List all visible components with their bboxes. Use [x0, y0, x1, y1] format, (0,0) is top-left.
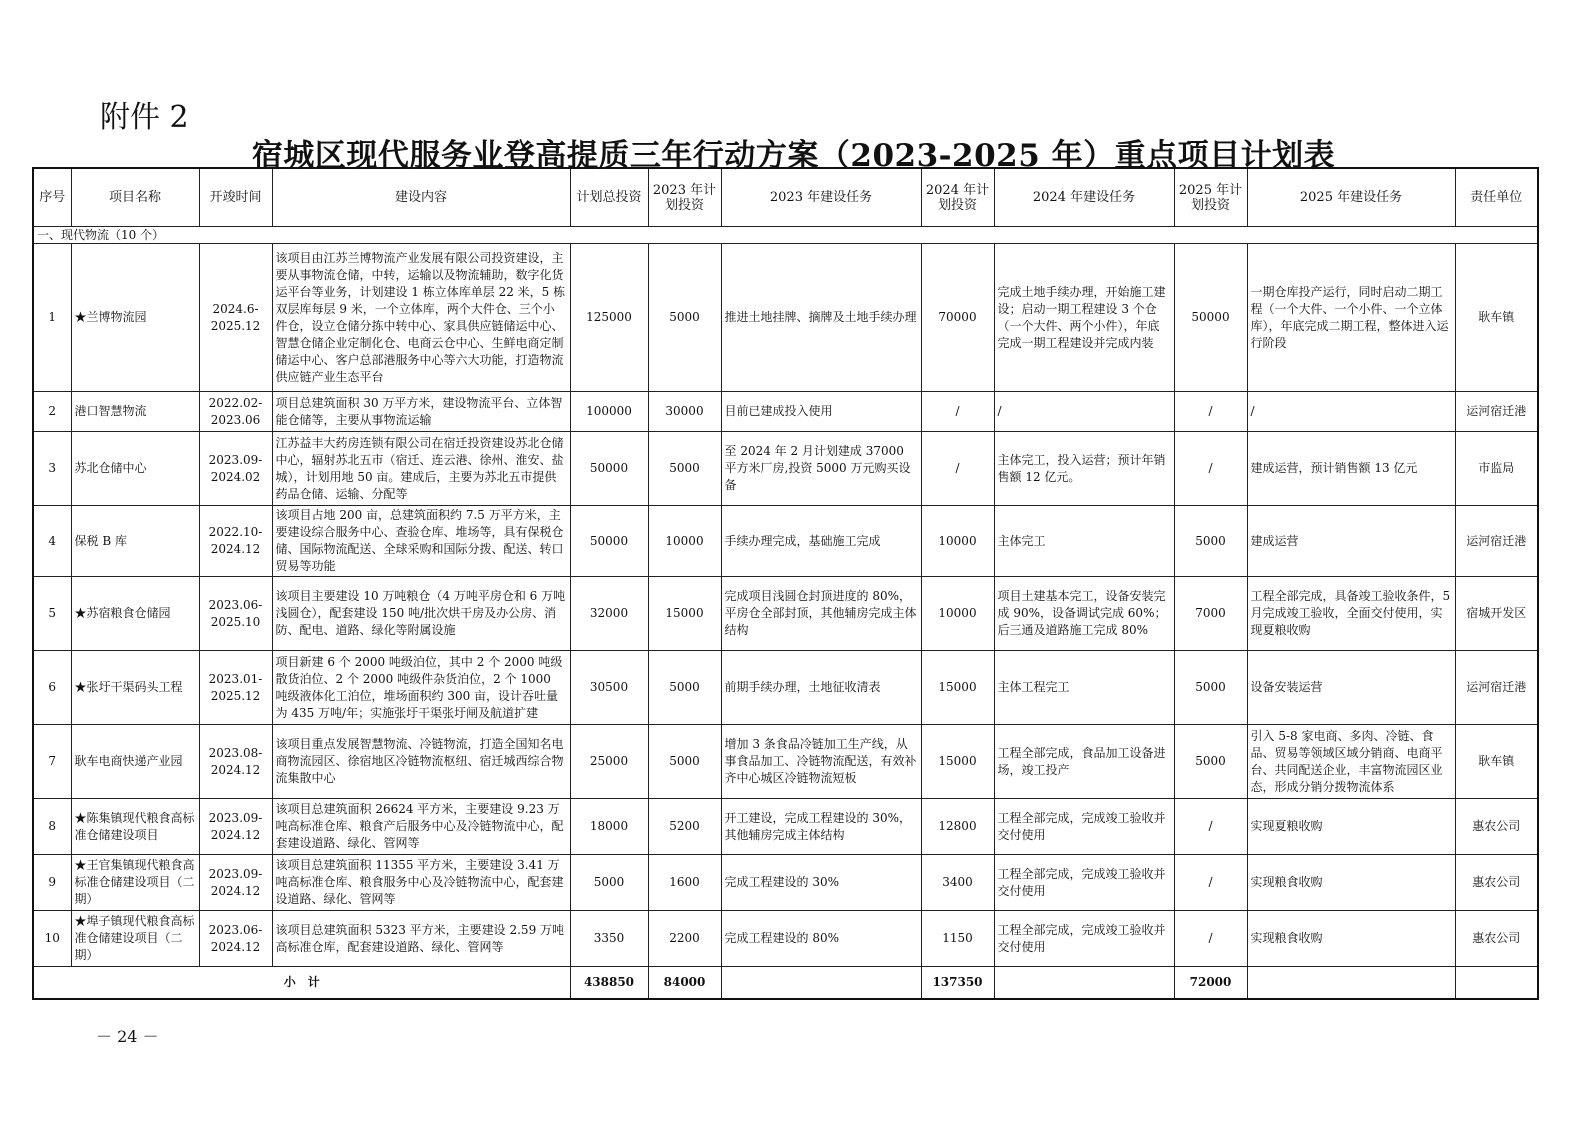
schedule: 2023.01-2025.12: [199, 651, 272, 725]
header-inv2023: 2023 年计划投资: [648, 168, 721, 227]
total-investment: 100000: [570, 392, 648, 432]
header-task2023: 2023 年建设任务: [721, 168, 921, 227]
responsible-unit: 耿车镇: [1455, 244, 1538, 392]
total-investment: 18000: [570, 799, 648, 855]
header-total: 计划总投资: [570, 168, 648, 227]
table-row: [33, 855, 1538, 911]
investment-2024: 10000: [921, 506, 994, 577]
header-task2024: 2024 年建设任务: [994, 168, 1174, 227]
total-investment: 50000: [570, 506, 648, 577]
task-2023: 增加 3 条食品冷链加工生产线，从事食品加工、冷链物流配送，有效补齐中心城区冷链物流短板: [721, 725, 921, 799]
construction-content: 该项目重点发展智慧物流、冷链物流，打造全国知名电商物流园区、徐宿地区冷链物流枢纽、宿迁城西综合物流集散中心: [272, 725, 570, 799]
investment-2025: 5000: [1174, 506, 1247, 577]
task-2025: 建成运营: [1247, 506, 1455, 577]
investment-2024: 70000: [921, 244, 994, 392]
investment-2025: 5000: [1174, 725, 1247, 799]
task-2023: 完成工程建设的 80%: [721, 911, 921, 967]
task-2023: 完成项目浅圆仓封顶进度的 80%，平房仓全部封顶，其他辅房完成主体结构: [721, 577, 921, 651]
subtotal-task-2023: [721, 967, 921, 999]
task-2023: 至 2024 年 2 月计划建成 37000 平方米厂房,投资 5000 万元购买设备: [721, 432, 921, 506]
table-row: [33, 651, 1538, 725]
project-name: ★苏宿粮食仓储园: [71, 577, 199, 651]
investment-2024: /: [921, 432, 994, 506]
schedule: 2023.09-2024.02: [199, 432, 272, 506]
project-name: 保税 B 库: [71, 506, 199, 577]
task-2025: 引入 5-8 家电商、多肉、冷链、食品、贸易等领域区域分销商、电商平台、共同配送企业，丰富物流园区业态，形成分销分拨物流体系: [1247, 725, 1455, 799]
investment-2024: 3400: [921, 855, 994, 911]
attachment-label: 附件 2: [100, 100, 189, 135]
project-name: ★兰博物流园: [71, 244, 199, 392]
investment-2023: 5000: [648, 244, 721, 392]
project-name: ★陈集镇现代粮食高标准仓储建设项目: [71, 799, 199, 855]
task-2024: 主体完工，投入运营；预计年销售额 12 亿元。: [994, 432, 1174, 506]
header-start: 开竣时间: [199, 168, 272, 227]
row-number: 8: [33, 799, 71, 855]
section-row: [33, 227, 1538, 244]
schedule: 2024.6-2025.12: [199, 244, 272, 392]
header-no: 序号: [33, 168, 71, 227]
responsible-unit: 耿车镇: [1455, 725, 1538, 799]
investment-2025: /: [1174, 855, 1247, 911]
construction-content: 该项目总建筑面积 26624 平方米，主要建设 9.23 万吨高标准仓库、粮食产后服务中心及冷链物流中心，配套建设道路、绿化、管网等: [272, 799, 570, 855]
subtotal-task-2025: [1247, 967, 1455, 999]
task-2025: 建成运营，预计销售额 13 亿元: [1247, 432, 1455, 506]
table-row: [33, 392, 1538, 432]
investment-2023: 30000: [648, 392, 721, 432]
investment-2023: 15000: [648, 577, 721, 651]
task-2023: 目前已建成投入使用: [721, 392, 921, 432]
task-2024: 主体工程完工: [994, 651, 1174, 725]
task-2023: 前期手续办理，土地征收清表: [721, 651, 921, 725]
construction-content: 该项目总建筑面积 11355 平方米，主要建设 3.41 万吨高标准仓库、粮食服务中心及冷链物流中心，配套建设道路、绿化、管网等: [272, 855, 570, 911]
total-investment: 5000: [570, 855, 648, 911]
header-inv2024: 2024 年计划投资: [921, 168, 994, 227]
investment-2023: 5000: [648, 651, 721, 725]
schedule: 2022.10-2024.12: [199, 506, 272, 577]
responsible-unit: 惠农公司: [1455, 911, 1538, 967]
subtotal-label: 小 计: [33, 967, 570, 999]
table-row: [33, 725, 1538, 799]
investment-2023: 5000: [648, 432, 721, 506]
task-2025: 工程全部完成，具备竣工验收条件，5 月完成竣工验收，全面交付使用，实现夏粮收购: [1247, 577, 1455, 651]
construction-content: 江苏益丰大药房连锁有限公司在宿迁投资建设苏北仓储中心，辐射苏北五市（宿迁、连云港、徐州、淮安、盐城），计划用地 50 亩。建成后，主要为苏北五市提供药品仓储、运输、分配等: [272, 432, 570, 506]
row-number: 1: [33, 244, 71, 392]
investment-2025: /: [1174, 392, 1247, 432]
header-task2025: 2025 年建设任务: [1247, 168, 1455, 227]
project-name: ★埠子镇现代粮食高标准仓储建设项目（二期）: [71, 911, 199, 967]
task-2024: 主体完工: [994, 506, 1174, 577]
subtotal-investment-2025: 72000: [1174, 967, 1247, 999]
construction-content: 该项目由江苏兰博物流产业发展有限公司投资建设，主要从事物流仓储，中转，运输以及物流辅助，数字化货运平台等业务，计划建设 1 栋立体库单层 22 米，5 栋双层库每层 9 米，一个立体库，两个大件仓、三个小件仓，设立仓储分拣中转中心、家具供应链储运中心、智慧仓储企业定制化仓、电商云仓中心、生鲜电商定制储运中心、客户总部港服务中心等六大功能，打造物流供应链产业生态平台: [272, 244, 570, 392]
row-number: 7: [33, 725, 71, 799]
row-number: 6: [33, 651, 71, 725]
task-2025: 实现粮食收购: [1247, 855, 1455, 911]
investment-2025: /: [1174, 432, 1247, 506]
task-2024: 工程全部完成，食品加工设备进场，竣工投产: [994, 725, 1174, 799]
total-investment: 30500: [570, 651, 648, 725]
investment-2023: 1600: [648, 855, 721, 911]
investment-2024: 10000: [921, 577, 994, 651]
schedule: 2023.08-2024.12: [199, 725, 272, 799]
total-investment: 125000: [570, 244, 648, 392]
investment-2023: 2200: [648, 911, 721, 967]
schedule: 2023.09-2024.12: [199, 799, 272, 855]
task-2024: 工程全部完成，完成竣工验收并交付使用: [994, 911, 1174, 967]
table-row: [33, 911, 1538, 967]
investment-2023: 10000: [648, 506, 721, 577]
schedule: 2023.06-2024.12: [199, 911, 272, 967]
investment-2025: 50000: [1174, 244, 1247, 392]
task-2025: 实现夏粮收购: [1247, 799, 1455, 855]
task-2024: 完成土地手续办理，开始施工建设；启动一期工程建设 3 个仓（一个大件、两个小件），年底完成一期工程建设并完成内装: [994, 244, 1174, 392]
total-investment: 32000: [570, 577, 648, 651]
task-2024: 项目土建基本完工，设备安装完成 90%，设备调试完成 60%；后三通及道路施工完成 80%: [994, 577, 1174, 651]
row-number: 10: [33, 911, 71, 967]
row-number: 5: [33, 577, 71, 651]
project-name: ★王官集镇现代粮食高标准仓储建设项目（二期）: [71, 855, 199, 911]
task-2023: 手续办理完成，基础施工完成: [721, 506, 921, 577]
project-name: ★张圩干渠码头工程: [71, 651, 199, 725]
header-name: 项目名称: [71, 168, 199, 227]
investment-2024: /: [921, 392, 994, 432]
investment-2023: 5000: [648, 725, 721, 799]
investment-2025: 7000: [1174, 577, 1247, 651]
investment-2024: 12800: [921, 799, 994, 855]
task-2023: 开工建设，完成工程建设的 30%，其他辅房完成主体结构: [721, 799, 921, 855]
table-row: [33, 244, 1538, 392]
task-2025: 设备安装运营: [1247, 651, 1455, 725]
subtotal-task-2024: [994, 967, 1174, 999]
responsible-unit: 运河宿迁港: [1455, 506, 1538, 577]
responsible-unit: 惠农公司: [1455, 855, 1538, 911]
responsible-unit: 运河宿迁港: [1455, 651, 1538, 725]
construction-content: 项目总建筑面积 30 万平方米，建设物流平台、立体智能仓储等，主要从事物流运输: [272, 392, 570, 432]
subtotal-unit: [1455, 967, 1538, 999]
header-inv2025: 2025 年计划投资: [1174, 168, 1247, 227]
construction-content: 项目新建 6 个 2000 吨级泊位，其中 2 个 2000 吨级散货泊位、2 个 2000 吨级件杂货泊位，2 个 1000 吨级液体化工泊位，堆场面积约 300 亩，设计吞吐量为 435 万吨/年；实施张圩干渠张圩闸及航道扩建: [272, 651, 570, 725]
section-label: 一、现代物流（10 个）: [33, 227, 1538, 244]
subtotal-investment-2024: 137350: [921, 967, 994, 999]
table-row: [33, 506, 1538, 577]
task-2024: 工程全部完成，完成竣工验收并交付使用: [994, 799, 1174, 855]
investment-2023: 5200: [648, 799, 721, 855]
task-2024: /: [994, 392, 1174, 432]
subtotal-total: 438850: [570, 967, 648, 999]
responsible-unit: 市监局: [1455, 432, 1538, 506]
schedule: 2022.02-2023.06: [199, 392, 272, 432]
page-number: － 24 －: [96, 1027, 159, 1046]
responsible-unit: 惠农公司: [1455, 799, 1538, 855]
responsible-unit: 宿城开发区: [1455, 577, 1538, 651]
investment-2024: 15000: [921, 651, 994, 725]
project-plan-table: [32, 167, 1539, 1000]
page-title: 宿城区现代服务业登高提质三年行动方案（2023-2025 年）重点项目计划表: [251, 138, 1336, 174]
total-investment: 3350: [570, 911, 648, 967]
investment-2025: /: [1174, 911, 1247, 967]
header-unit: 责任单位: [1455, 168, 1538, 227]
total-investment: 25000: [570, 725, 648, 799]
task-2025: 实现粮食收购: [1247, 911, 1455, 967]
task-2025: /: [1247, 392, 1455, 432]
subtotal-investment-2023: 84000: [648, 967, 721, 999]
project-name: 耿车电商快递产业园: [71, 725, 199, 799]
header-row: [33, 168, 1538, 227]
responsible-unit: 运河宿迁港: [1455, 392, 1538, 432]
table-row: [33, 577, 1538, 651]
investment-2025: 5000: [1174, 651, 1247, 725]
investment-2024: 1150: [921, 911, 994, 967]
construction-content: 该项目总建筑面积 5323 平方米，主要建设 2.59 万吨高标准仓库，配套建设道路、绿化、管网等: [272, 911, 570, 967]
header-content: 建设内容: [272, 168, 570, 227]
row-number: 3: [33, 432, 71, 506]
construction-content: 该项目主要建设 10 万吨粮仓（4 万吨平房仓和 6 万吨浅圆仓），配套建设 150 吨/批次烘干房及办公房、消防、配电、道路、绿化等附属设施: [272, 577, 570, 651]
task-2023: 推进土地挂牌、摘牌及土地手续办理: [721, 244, 921, 392]
construction-content: 该项目占地 200 亩，总建筑面积约 7.5 万平方米，主要建设综合服务中心、查验仓库、堆场等，具有保税仓储、国际物流配送、全球采购和国际分拨、配送、转口贸易等功能: [272, 506, 570, 577]
row-number: 9: [33, 855, 71, 911]
task-2024: 工程全部完成，完成竣工验收并交付使用: [994, 855, 1174, 911]
project-name: 港口智慧物流: [71, 392, 199, 432]
table-row: [33, 432, 1538, 506]
investment-2024: 15000: [921, 725, 994, 799]
row-number: 2: [33, 392, 71, 432]
project-name: 苏北仓储中心: [71, 432, 199, 506]
table-row: [33, 799, 1538, 855]
task-2025: 一期仓库投产运行，同时启动二期工程（一个大件、一个小件、一个立体库），年底完成二期工程，整体进入运行阶段: [1247, 244, 1455, 392]
total-investment: 50000: [570, 432, 648, 506]
schedule: 2023.09-2024.12: [199, 855, 272, 911]
subtotal-row: [33, 967, 1538, 999]
schedule: 2023.06-2025.10: [199, 577, 272, 651]
row-number: 4: [33, 506, 71, 577]
task-2023: 完成工程建设的 30%: [721, 855, 921, 911]
investment-2025: /: [1174, 799, 1247, 855]
